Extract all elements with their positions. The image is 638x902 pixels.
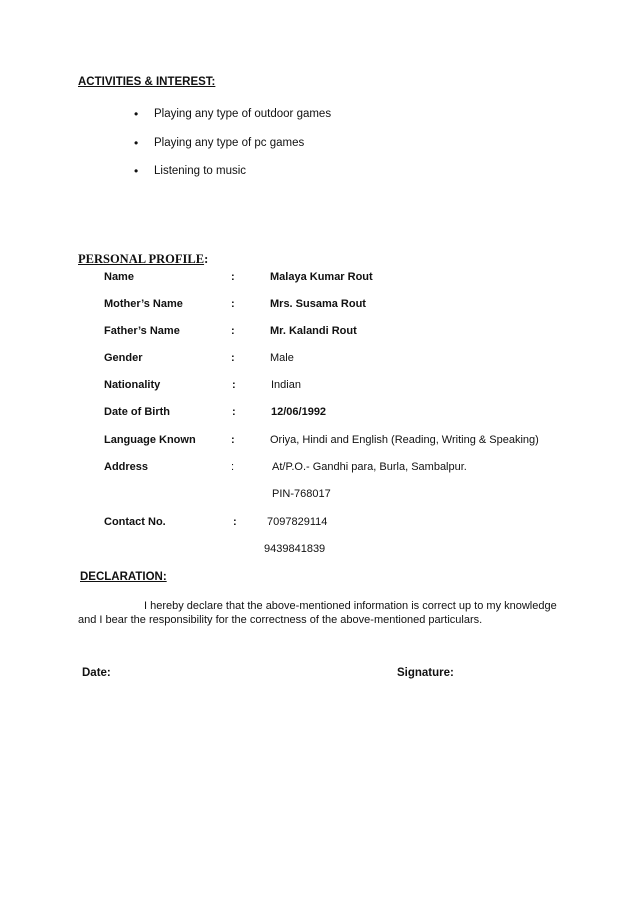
list-item <box>134 107 331 121</box>
profile-value: Male <box>270 352 294 364</box>
date-label: Date: <box>82 667 111 679</box>
profile-value: 12/06/1992 <box>271 406 327 418</box>
profile-value: PIN-768017 <box>272 488 331 500</box>
activity-text: Listening to music <box>154 165 247 177</box>
profile-row-language <box>0 434 638 452</box>
list-item <box>134 136 304 150</box>
profile-label: Gender <box>104 352 143 364</box>
profile-separator: : <box>231 434 235 446</box>
declaration-heading: DECLARATION: <box>80 571 167 583</box>
profile-label: Contact No. <box>104 516 166 528</box>
profile-value: Malaya Kumar Rout <box>270 271 373 283</box>
profile-separator: : <box>233 516 237 528</box>
bullet-icon: • <box>134 164 139 178</box>
profile-label: Address <box>104 461 149 473</box>
profile-row-contact-alt <box>0 543 638 561</box>
activity-text: Playing any type of outdoor games <box>154 108 332 120</box>
profile-value: Mrs. Susama Rout <box>270 298 366 310</box>
profile-value: Oriya, Hindi and English (Reading, Writing & Speaking) <box>270 434 539 446</box>
profile-row-address <box>0 461 638 479</box>
list-item <box>134 164 246 178</box>
profile-row-mother <box>0 298 638 316</box>
declaration-text-line2: and I bear the responsibility for the correctness of the above-mentioned particulars. <box>78 614 483 626</box>
profile-value: Mr. Kalandi Rout <box>270 325 357 337</box>
profile-row-gender <box>0 352 638 370</box>
profile-row-name <box>0 271 638 289</box>
declaration-text-line1: I hereby declare that the above-mentioned information is correct up to my knowledge <box>144 600 557 612</box>
profile-value: At/P.O.- Gandhi para, Burla, Sambalpur. <box>272 461 467 473</box>
profile-label: Language Known <box>104 434 196 446</box>
profile-heading <box>78 252 208 267</box>
profile-row-dob <box>0 406 638 424</box>
profile-label: Nationality <box>104 379 161 391</box>
profile-separator: : <box>231 298 235 310</box>
profile-separator: : <box>232 406 236 418</box>
bullet-icon: • <box>134 107 139 121</box>
activities-heading: ACTIVITIES & INTEREST: <box>78 76 216 88</box>
profile-row-pin <box>0 488 638 506</box>
signature-label: Signature: <box>397 667 454 679</box>
profile-separator: : <box>231 461 235 473</box>
profile-separator: : <box>231 271 235 283</box>
profile-label: Name <box>104 271 134 283</box>
bullet-icon: • <box>134 136 139 150</box>
profile-label: Date of Birth <box>104 406 170 418</box>
profile-separator: : <box>232 379 236 391</box>
profile-label: Father’s Name <box>104 325 180 337</box>
profile-value: 7097829114 <box>267 516 328 528</box>
profile-row-contact <box>0 516 638 534</box>
profile-row-nationality <box>0 379 638 397</box>
activity-text: Playing any type of pc games <box>154 137 305 149</box>
profile-heading-text: PERSONAL PROFILE <box>78 252 205 266</box>
profile-row-father <box>0 325 638 343</box>
profile-heading-colon: : <box>204 252 209 266</box>
profile-value: 9439841839 <box>264 543 326 555</box>
profile-label: Mother’s Name <box>104 298 183 310</box>
profile-value: Indian <box>271 379 301 391</box>
profile-separator: : <box>231 352 235 364</box>
profile-separator: : <box>231 325 235 337</box>
